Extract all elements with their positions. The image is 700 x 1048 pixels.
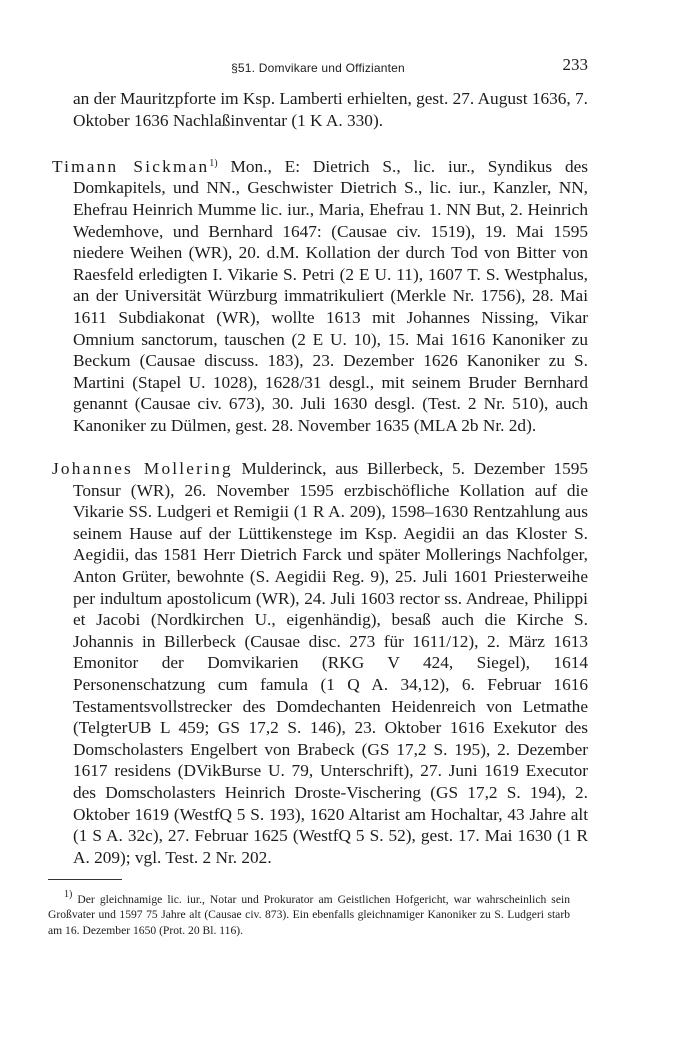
person-name: Timann Sickman [52,156,210,176]
running-title: §51. Domvikare und Offizianten [231,61,405,75]
entry-text: Mulderinck, aus Billerbeck, 5. Dezember 1595 Tonsur (WR), 26. November 1595 erzbischöfliche Kollation auf die Vikarie SS. Ludgeri et Remigii (1 R A. 209), 1598–1630 Rentzahlung aus seinem Hause auf der Lüttikenstege im Ksp. Aegidii an das Kloster S. Aegidii, das 1581 Herr Dietrich Farck und später Mollerings Nachfolger, Anton Grüter, bewohnte (S. Aegidii Reg. 9), 25. Juli 1601 Priesterweihe per indultum apostolicum (WR), 24. Juli 1603 rector ss. Andreae, Philippi et Jacobi (Nordkirchen U., eigenhändig), besaß auch die Kirche S. Johannis in Billerbeck (Causae disc. 273 für 1611/12), 2. März 1613 Emonitor der Domvikarien (RKG V 424, Siegel), 1614 Personenschatzung cum famula (1 Q A. 34,12), 6. Februar 1616 Testamentsvollstrecker des Domdechanten Heidenreich von Letmathe (TelgterUB L 459; GS 17,2 S. 146), 23. Oktober 1616 Exekutor des Domscholasters Engelbert von Brabeck (GS 17,2 S. 195), 2. Dezember 1617 residens (DVikBurse U. 79, Unterschrift), 27. Juni 1619 Executor des Domscholasters Heinrich Droste-Vischering (GS 17,2 S. 194), 2. Oktober 1619 (WestfQ 5 S. 193), 1620 Altarist am Hochaltar, 43 Jahre alt (1 S A. 32c), 27. Februar 1625 (WestfQ 5 S. 52), gest. 17. Mai 1630 (1 R A. 209); vgl. Test. 2 Nr. 202. [73,459,589,867]
entry-timann-sickman [52,153,588,437]
footnotes [48,887,570,938]
footnote-marker: 1) [209,157,218,169]
entry-johannes-mollering [52,458,588,868]
footnote-marker: 1) [64,889,73,900]
person-name: Johannes Mollering [52,459,233,479]
entry-continuation [52,88,588,131]
entry-text: an der Mauritzpforte im Ksp. Lamberti erhielten, gest. 27. August 1636, 7. Oktober 1636 Nachlaßinventar (1 K A. 330). [73,89,588,130]
page-header [48,55,588,79]
entry-text: Mon., E: Dietrich S., lic. iur., Syndikus des Domkapitels, und NN., Geschwister Dietrich S., lic. iur., Kanzler, NN, Ehefrau Heinrich Mumme lic. iur., Maria, Ehefrau 1. NN But, 2. Heinrich Wedemhove, und Bernhard 1647: (Causae civ. 1519), 19. Mai 1595 niedere Weihen (WR), 20. d.M. Kollation der durch Tod von Bitter von Raesfeld erledigten I. Vikarie S. Petri (2 E U. 11), 1607 T. S. Westphalus, an der Universität Würzburg immatrikuliert (Merkle Nr. 1756), 28. Mai 1611 Subdiakonat (WR), wollte 1613 mit Johannes Nissing, Vikar Omnium sanctorum, tauschen (2 E U. 10), 15. Mai 1616 Kanoniker zu Beckum (Causae discuss. 183), 23. Dezember 1626 Kanoniker zu S. Martini (Stapel U. 1028), 1628/31 desgl., mit seinem Bruder Bernhard genannt (Causae civ. 673), 30. Juli 1630 desgl. (Test. 2 Nr. 510), auch Kanoniker zu Dülmen, gest. 28. November 1635 (MLA 2b Nr. 2d). [73,156,588,435]
footnote-divider [48,879,122,880]
body-text [52,88,588,890]
footnote-text: Der gleichnamige lic. iur., Notar und Prokurator am Geistlichen Hofgericht, war wahrscheinlich sein Großvater und 1597 75 Jahre alt (Causae civ. 873). Ein ebenfalls gleichnamiger Kanoniker zu S. Ludgeri starb am 16. Dezember 1650 (Prot. 20 Bl. 116). [48,893,570,937]
footnote [48,887,570,938]
page-number: 233 [562,55,588,74]
